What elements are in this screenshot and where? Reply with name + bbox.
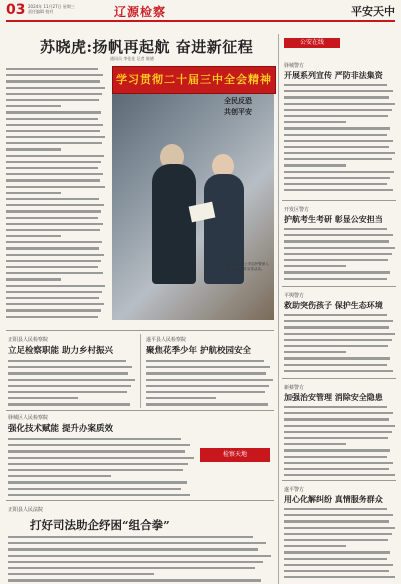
sidebar-item-title: 护航考生考研 彰显公安担当: [284, 214, 383, 224]
text-line-placeholder: [6, 118, 98, 120]
text-line-placeholder: [8, 391, 127, 393]
text-line-placeholder: [6, 198, 99, 200]
text-line: [284, 269, 396, 275]
section-name: 平安天中: [351, 5, 395, 18]
text-line-placeholder: [284, 333, 395, 335]
text-line-placeholder: [6, 93, 102, 95]
text-line-placeholder: [6, 111, 101, 113]
article-title: 聚焦花季少年 护航校园安全: [146, 346, 251, 356]
text-line-placeholder: [6, 260, 101, 262]
text-line: [8, 455, 196, 461]
text-line-placeholder: [284, 134, 387, 136]
text-line-placeholder: [6, 303, 104, 305]
sidebar-item-title: 用心化解纠纷 真情服务群众: [284, 494, 383, 504]
text-line-placeholder: [6, 217, 98, 219]
text-line-placeholder: [6, 285, 105, 287]
text-line-placeholder: [8, 573, 154, 575]
text-line: [6, 109, 106, 115]
text-line-placeholder: [8, 481, 187, 483]
column-divider: [278, 34, 279, 584]
text-line-placeholder: [284, 527, 395, 529]
text-line-placeholder: [146, 403, 268, 405]
text-line-placeholder: [6, 142, 102, 144]
column-divider: [140, 334, 141, 408]
text-line-placeholder: [284, 514, 393, 516]
text-line-placeholder: [284, 228, 387, 230]
divider: [6, 330, 274, 331]
text-line-placeholder: [284, 508, 387, 510]
text-line-placeholder: [6, 266, 98, 268]
text-line: [284, 562, 396, 568]
text-line-placeholder: [284, 96, 389, 98]
text-line-placeholder: [284, 418, 389, 420]
text-line-placeholder: [146, 391, 265, 393]
text-line: [6, 78, 106, 84]
issue-date: [28, 4, 108, 14]
text-line-placeholder: [284, 115, 388, 117]
text-line-placeholder: [6, 99, 99, 101]
text-line-placeholder: [8, 444, 190, 446]
article-body: [8, 436, 196, 498]
article-body: [8, 534, 274, 584]
text-line: [284, 125, 396, 131]
text-line-placeholder: [6, 210, 101, 212]
text-line: [8, 370, 136, 376]
text-line-placeholder: [284, 539, 388, 541]
text-line: [6, 184, 106, 190]
text-line: [284, 447, 396, 453]
text-line-placeholder: [6, 291, 102, 293]
divider: [282, 378, 396, 379]
text-line: [146, 401, 274, 407]
text-line-placeholder: [8, 372, 128, 374]
text-line: [6, 177, 106, 183]
text-line: [284, 169, 396, 175]
text-line-placeholder: [284, 474, 395, 476]
text-line: [284, 423, 396, 429]
text-line-placeholder: [8, 360, 126, 362]
text-line: [8, 553, 274, 559]
text-line: [6, 283, 106, 289]
text-line-placeholder: [6, 297, 99, 299]
text-line-placeholder: [284, 351, 346, 353]
text-line-placeholder: [8, 450, 185, 452]
sidebar-header: [284, 36, 396, 60]
text-line: [6, 122, 106, 128]
text-line-placeholder: [284, 551, 390, 553]
text-line-placeholder: [6, 192, 61, 194]
text-line-placeholder: [6, 241, 102, 243]
text-line-placeholder: [284, 449, 390, 451]
article-body: [146, 358, 274, 408]
text-line: [284, 132, 396, 138]
text-line: [6, 314, 106, 320]
text-line: [6, 116, 106, 122]
lead-byline: 通讯员 李佳佳 记者 陈德: [110, 56, 154, 61]
text-line: [284, 245, 396, 251]
text-line: [284, 101, 396, 107]
article-body: [8, 358, 136, 408]
text-line-placeholder: [284, 533, 392, 535]
text-line-placeholder: [284, 456, 387, 458]
text-line-placeholder: [6, 161, 101, 163]
text-line-placeholder: [6, 278, 61, 280]
text-line: [8, 448, 196, 454]
text-line: [284, 355, 396, 361]
text-line-placeholder: [284, 278, 387, 280]
text-line: [284, 460, 396, 466]
text-line-placeholder: [284, 121, 346, 123]
text-line-placeholder: [284, 103, 395, 105]
text-line-placeholder: [284, 406, 387, 408]
article-title: 强化技术赋能 提升办案质效: [8, 424, 113, 434]
newspaper-logo: 辽源检察: [114, 5, 167, 19]
lead-photo: [112, 94, 274, 320]
sidebar-item-unit: 遂平警方: [284, 487, 305, 493]
text-line-placeholder: [284, 357, 390, 359]
text-line-placeholder: [284, 425, 395, 427]
text-line-placeholder: [6, 254, 104, 256]
sidebar-tag: 公安在线: [284, 38, 340, 48]
text-line-placeholder: [6, 80, 100, 82]
text-line-placeholder: [284, 259, 388, 261]
photo-note: 9月11日,县公安局民警深入辖区开展反诈宣传活动。: [226, 262, 269, 271]
text-line-placeholder: [284, 84, 387, 86]
text-line-placeholder: [284, 152, 395, 154]
sidebar-item-body: [284, 312, 396, 374]
article-unit: 遂平县人民检察院: [146, 337, 187, 343]
text-line-placeholder: [284, 253, 392, 255]
text-line-placeholder: [146, 397, 216, 399]
text-line-placeholder: [284, 576, 395, 578]
text-line: [8, 546, 274, 552]
text-line-placeholder: [146, 379, 273, 381]
text-line-placeholder: [6, 247, 99, 249]
text-line: [284, 472, 396, 478]
text-line: [6, 85, 106, 91]
text-line-placeholder: [6, 229, 100, 231]
text-line-placeholder: [284, 558, 387, 560]
article-unit: 驿城区人民检察院: [8, 415, 49, 421]
text-line: [146, 370, 274, 376]
text-line-placeholder: [8, 457, 194, 459]
text-line-placeholder: [6, 272, 103, 274]
text-line-placeholder: [8, 579, 261, 581]
text-line-placeholder: [146, 366, 270, 368]
text-line-placeholder: [6, 130, 100, 132]
header-rule: [6, 20, 395, 22]
text-line-placeholder: [284, 443, 346, 445]
text-line-placeholder: [284, 370, 393, 372]
text-line-placeholder: [284, 247, 395, 249]
text-line-placeholder: [6, 155, 104, 157]
text-line-placeholder: [8, 567, 255, 569]
sidebar-item-title: 救助突伤孩子 保护生态环境: [284, 300, 383, 310]
text-line: [284, 238, 396, 244]
text-line-placeholder: [8, 542, 266, 544]
text-line: [6, 252, 106, 258]
text-line: [284, 187, 396, 193]
text-line-placeholder: [8, 379, 135, 381]
editor-line: 责任编辑 校对: [28, 9, 54, 14]
sidebar-item-unit: 新蔡警方: [284, 385, 305, 391]
text-line: [284, 454, 396, 460]
text-line-placeholder: [8, 469, 183, 471]
text-line-placeholder: [6, 186, 105, 188]
text-line: [284, 549, 396, 555]
text-line: [284, 276, 396, 282]
text-line-placeholder: [284, 545, 346, 547]
text-line-placeholder: [284, 177, 390, 179]
sidebar-item-body: [284, 82, 396, 193]
text-line: [284, 138, 396, 144]
text-line-placeholder: [8, 463, 188, 465]
text-line-placeholder: [284, 90, 393, 92]
text-line-placeholder: [284, 314, 387, 316]
text-line: [284, 362, 396, 368]
lead-body-col-1: [6, 66, 106, 320]
text-line-placeholder: [8, 438, 181, 440]
lead-headline: 苏晓虎:扬帆再起航 奋进新征程: [40, 38, 254, 56]
text-line-placeholder: [146, 372, 266, 374]
text-line-placeholder: [284, 564, 393, 566]
text-line-placeholder: [8, 403, 130, 405]
text-line-placeholder: [284, 271, 390, 273]
text-line-placeholder: [8, 494, 190, 496]
text-line: [284, 525, 396, 531]
text-line-placeholder: [284, 158, 392, 160]
text-line-placeholder: [284, 462, 393, 464]
text-line-placeholder: [8, 366, 132, 368]
date-line: 2024年 11月27日 星期三: [28, 4, 75, 9]
text-line: [284, 556, 396, 562]
text-line-placeholder: [6, 179, 100, 181]
text-line-placeholder: [284, 146, 389, 148]
text-line-placeholder: [284, 412, 393, 414]
sidebar-item-title: 加强治安管理 消除安全隐患: [284, 392, 383, 402]
text-line-placeholder: [284, 171, 394, 173]
caption-line-1: 全民反恐: [224, 97, 252, 105]
text-line: [284, 331, 396, 337]
text-line-placeholder: [6, 223, 103, 225]
text-line: [8, 377, 136, 383]
text-line: [8, 486, 196, 492]
text-line: [6, 245, 106, 251]
sidebar-item-unit: 平舆警方: [284, 293, 305, 299]
text-line-placeholder: [284, 127, 390, 129]
text-line: [6, 307, 106, 313]
text-line: [8, 577, 274, 583]
text-line-placeholder: [284, 431, 392, 433]
text-line-placeholder: [6, 316, 98, 318]
photo-caption: [206, 96, 270, 126]
photo-person: [152, 164, 196, 284]
theme-banner: 学习贯彻二十届三中全会精神: [112, 66, 276, 94]
text-line: [6, 221, 106, 227]
divider: [6, 410, 274, 411]
text-line-placeholder: [284, 240, 389, 242]
text-line-placeholder: [8, 475, 111, 477]
article-title: 打好司法助企纾困“组合拳”: [30, 518, 170, 532]
text-line-placeholder: [8, 385, 131, 387]
caption-line-2: 共创平安: [224, 108, 252, 116]
article-unit: 正阳县人民法院: [8, 507, 44, 513]
text-line: [284, 324, 396, 330]
inspect-badge: 检察天地: [200, 448, 270, 462]
text-line: [8, 492, 196, 498]
text-line: [284, 368, 396, 374]
divider: [282, 200, 396, 201]
text-line-placeholder: [6, 136, 105, 138]
text-line-placeholder: [6, 167, 98, 169]
text-line-placeholder: [284, 320, 393, 322]
page-header: [0, 0, 401, 28]
text-line-placeholder: [8, 488, 181, 490]
text-line-placeholder: [6, 204, 104, 206]
text-line: [6, 208, 106, 214]
text-line-placeholder: [284, 164, 346, 166]
text-line: [8, 479, 196, 485]
text-line-placeholder: [284, 183, 387, 185]
article-title: 立足检察职能 助力乡村振兴: [8, 346, 113, 356]
text-line: [284, 94, 396, 100]
text-line-placeholder: [8, 397, 78, 399]
divider: [282, 480, 396, 481]
text-line: [6, 153, 106, 159]
text-line-placeholder: [284, 520, 389, 522]
text-line-placeholder: [6, 105, 61, 107]
text-line-placeholder: [284, 234, 393, 236]
text-line-placeholder: [146, 360, 264, 362]
text-line-placeholder: [8, 536, 253, 538]
sidebar-item-unit: 驿城警方: [284, 63, 305, 69]
text-line-placeholder: [284, 345, 388, 347]
sidebar-item-body: [284, 506, 396, 580]
sidebar-item-body: [284, 404, 396, 478]
text-line-placeholder: [284, 437, 388, 439]
text-line-placeholder: [8, 548, 258, 550]
text-line-placeholder: [8, 555, 271, 557]
text-line-placeholder: [284, 326, 389, 328]
text-line: [284, 574, 396, 580]
article-unit: 正阳县人民检察院: [8, 337, 49, 343]
text-line: [284, 518, 396, 524]
text-line-placeholder: [284, 109, 392, 111]
text-line-placeholder: [6, 68, 98, 70]
text-line: [146, 377, 274, 383]
text-line-placeholder: [146, 385, 269, 387]
sidebar-item-title: 开展系列宣传 严防非法集资: [284, 70, 383, 80]
text-line: [284, 416, 396, 422]
sidebar-item-body: [284, 226, 396, 282]
text-line-placeholder: [284, 265, 346, 267]
text-line-placeholder: [6, 124, 103, 126]
text-line-placeholder: [284, 189, 393, 191]
text-line-placeholder: [6, 148, 61, 150]
text-line-placeholder: [284, 364, 387, 366]
text-line: [6, 215, 106, 221]
divider: [282, 286, 396, 287]
text-line-placeholder: [6, 173, 103, 175]
divider: [6, 500, 274, 501]
text-line-placeholder: [284, 339, 392, 341]
sidebar-item-unit: 开发区警方: [284, 207, 310, 213]
text-line-placeholder: [6, 309, 101, 311]
text-line-placeholder: [6, 87, 105, 89]
text-line-placeholder: [284, 570, 389, 572]
text-line: [8, 401, 136, 407]
text-line-placeholder: [284, 140, 393, 142]
text-line-placeholder: [6, 74, 103, 76]
text-line-placeholder: [6, 235, 61, 237]
page-number: 03: [6, 2, 26, 18]
text-line-placeholder: [8, 561, 263, 563]
text-line-placeholder: [284, 468, 389, 470]
